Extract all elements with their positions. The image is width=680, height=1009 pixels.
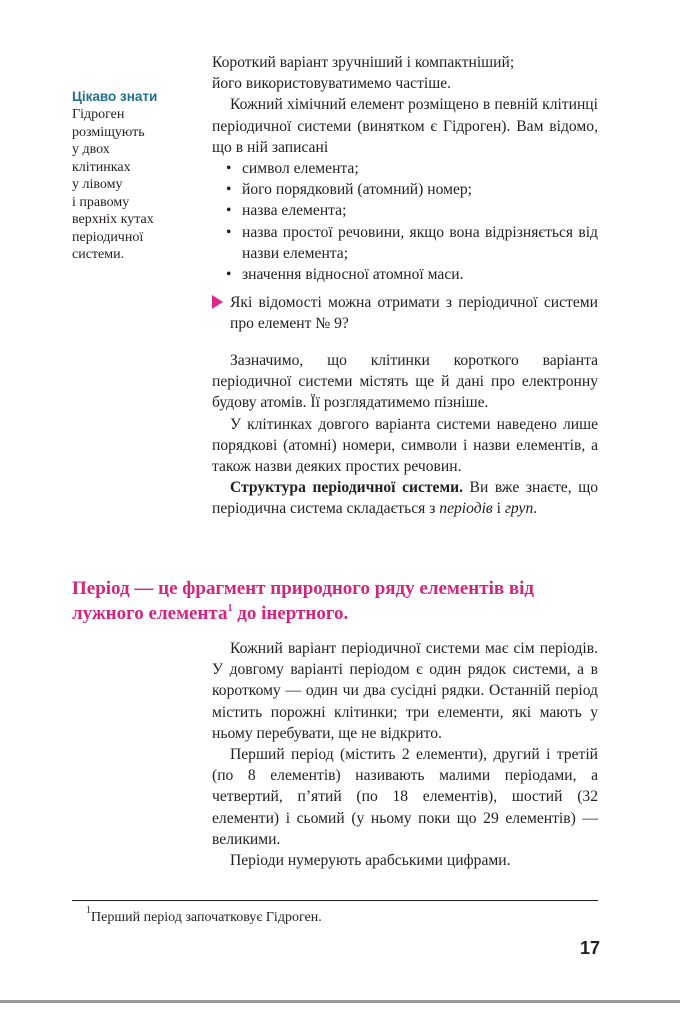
text-line: його використовуватимемо частіше. xyxy=(212,75,452,93)
list-item: • його порядковий (атомний) номер; xyxy=(212,179,598,200)
sidebar-heading: Цікаво знати xyxy=(72,89,158,104)
paragraph: Періоди нумерують арабськими цифрами. xyxy=(230,852,511,870)
periods-block xyxy=(212,638,598,871)
footnote xyxy=(86,905,322,928)
footnote-text: Перший період започатковує Гідроген. xyxy=(91,910,322,925)
sidebar-note xyxy=(72,88,190,264)
sidebar-line: і правому xyxy=(72,194,130,210)
footnote-divider xyxy=(72,900,598,901)
sidebar-line: у двох xyxy=(72,142,110,157)
list-item: • значення відносної атомної маси. xyxy=(212,264,598,285)
paragraph: Перший період (містить 2 елементи), другий і третій (по 8 елементів) називають малими періодами, а четвертий, п’ятий (по 18 елементів), шостий (32 елементи) і сьомий (у ньому поки що 29 елементів) — великими. xyxy=(212,746,598,848)
footnote-mark: 1 xyxy=(86,905,91,916)
list-item: • назва елемента; xyxy=(212,200,598,221)
bullet-list xyxy=(212,158,598,285)
bullet-icon: • xyxy=(226,160,232,178)
sidebar-line: у лівому xyxy=(72,177,123,192)
sidebar-line: системи. xyxy=(72,247,125,262)
sidebar-text xyxy=(72,106,190,264)
question xyxy=(212,292,598,334)
footnote-ref: 1 xyxy=(227,603,233,614)
intro-block xyxy=(212,52,598,285)
definition: Період — це фрагмент природного ряду елементів від лужного елемента$^1$ до інертного. xyxy=(72,578,535,624)
sidebar-line: розміщують xyxy=(72,124,145,140)
list-item: • символ елемента; xyxy=(212,158,598,179)
sidebar-line: верхніх кутах xyxy=(72,212,154,227)
text-line: Короткий варіант зручніший і компактніший; xyxy=(212,54,515,71)
bullet-icon: • xyxy=(226,202,232,220)
sidebar-line: періодичної xyxy=(72,229,144,245)
bullet-icon: • xyxy=(226,181,232,199)
sidebar-line: Гідроген xyxy=(72,107,125,122)
page-number: 17 xyxy=(579,938,600,958)
list-item: • назва простої речовини, якщо вона відрізняється від назви елемента; xyxy=(226,223,598,262)
pointer-arrow-icon xyxy=(212,295,223,309)
question-block xyxy=(212,292,598,334)
paragraph: У клітинках довгого варіанта системи наведено лише порядкові (атомні) номери, символи і назви елементів, а також назви деяких простих речовин. xyxy=(212,415,598,476)
section-heading: Структура періодичної системи. xyxy=(230,479,463,497)
question-text: Які відомості можна отримати з періодичної системи про елемент № 9? xyxy=(230,294,598,333)
bullet-icon: • xyxy=(226,266,232,284)
sidebar-line: клітинках xyxy=(72,159,131,175)
term-groups: груп xyxy=(504,500,534,518)
term-periods: періодів xyxy=(439,500,493,518)
paragraph: Зазначимо, що клітинки короткого варіанта періодичної системи містять ще й дані про електронну будову атомів. Її розглядатимемо пізніше. xyxy=(212,352,598,412)
paragraph: Структура періодичної системи. Ви вже знаєте, що періодична система складається з періодів і груп. xyxy=(212,479,598,518)
paragraph: Кожний хімічний елемент розміщено в певній клітинці періодичної системи (винятком є Гідроген). Вам відомо, що в ній записані xyxy=(212,96,598,156)
paragraph: Кожний варіант періодичної системи має сім періодів. У довгому варіанті періодом є один рядок системи, а в короткому — один чи два сусідні рядки. Останній період містить порожні клітинки; три елементи, які мають у ньому перебувати, ще не відкрито. xyxy=(212,640,598,742)
bullet-icon: • xyxy=(226,223,232,241)
page-bottom-border xyxy=(0,1000,680,1003)
main-block xyxy=(212,350,598,520)
